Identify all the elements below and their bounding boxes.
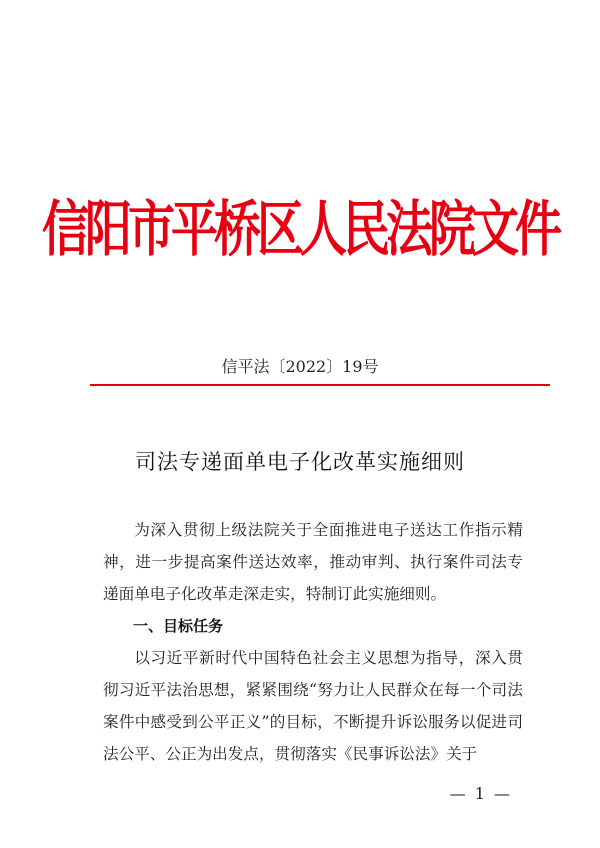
document-body [103, 514, 523, 770]
document-title: 司法专递面单电子化改革实施细则 [135, 450, 465, 474]
issuer-header-title: 信阳市平桥区人民法院文件 [42, 195, 558, 266]
section-heading-goals: 一、目标任务 [133, 617, 224, 635]
page-number: — 1 — [449, 784, 512, 803]
red-divider-line [90, 384, 550, 386]
document-number: 信平法〔2022〕19号 [221, 357, 379, 376]
intro-paragraph: 为深入贯彻上级法院关于全面推进电子送达工作指示精神，进一步提高案件送达效率，推动审判、执行案件司法专递面单电子化改革走深走实，特制订此实施细则。 [103, 521, 523, 603]
section-paragraph-goals: 以习近平新时代中国特色社会主义思想为指导，深入贯彻习近平法治思想，紧紧围绕“努力让人民群众在每一个司法案件中感受到公平正义”的目标，不断提升诉讼服务以促进司法公平、公正为出发点，贯彻落实《民事诉讼法》关于 [103, 649, 523, 763]
